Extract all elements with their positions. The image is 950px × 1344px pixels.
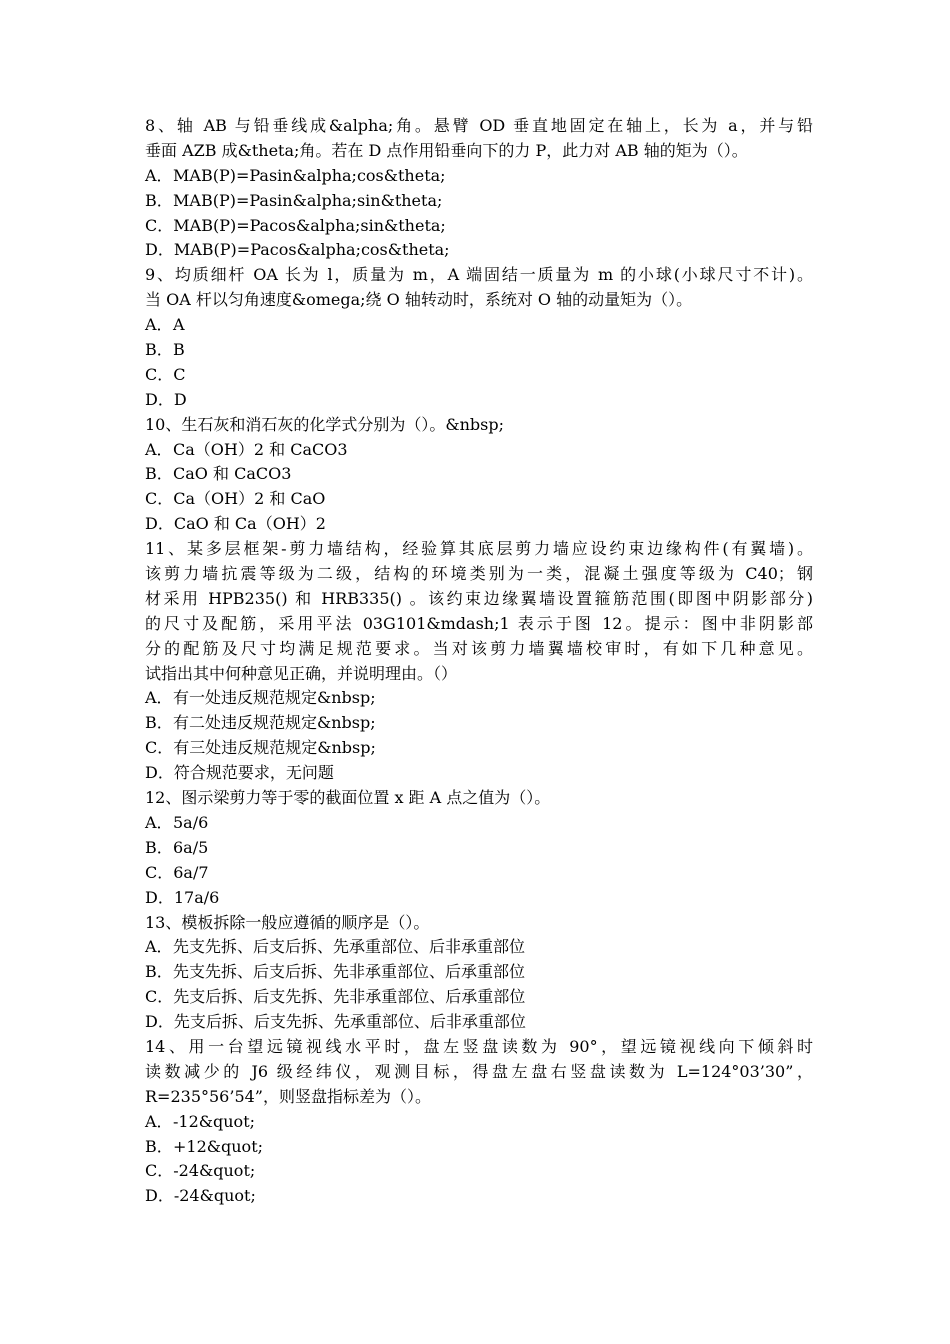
option-d <box>145 512 813 537</box>
option-text: C <box>173 364 186 384</box>
question-11 <box>145 537 813 786</box>
option-text: -24&quot; <box>173 1186 256 1206</box>
option-c <box>145 363 813 388</box>
option-b <box>145 462 813 487</box>
option-letter: B． <box>145 962 173 982</box>
option-letter: D． <box>145 1012 174 1032</box>
option-letter: C． <box>145 215 174 235</box>
option-letter: B． <box>145 1136 173 1156</box>
question-9 <box>145 263 813 412</box>
option-text: 有一处违反规范规定&nbsp; <box>173 688 376 708</box>
option-letter: A． <box>145 812 173 832</box>
option-b <box>145 1135 813 1160</box>
option-letter: A． <box>145 165 173 185</box>
option-b <box>145 836 813 861</box>
question-stem-line: 9、均质细杆 OA 长为 l，质量为 m，A 端固结一质量为 m 的小球(小球尺寸不计)。 <box>145 265 813 285</box>
option-d <box>145 238 813 263</box>
option-letter: A． <box>145 1111 173 1131</box>
question-stem-line: 8、轴 AB 与铅垂线成&alpha;角。悬臂 OD 垂直地固定在轴上，长为 a，并与铅 <box>145 116 813 135</box>
option-text: 先支后拆、后支先拆、先承重部位、后非承重部位 <box>173 1012 526 1032</box>
option-c <box>145 861 813 886</box>
question-stem-line: 分的配筋及尺寸均满足规范要求。当对该剪力墙翼墙校审时，有如下几种意见。 <box>145 638 813 658</box>
option-b <box>145 338 813 363</box>
option-text: 17a/6 <box>173 887 220 907</box>
option-letter: D． <box>145 1186 174 1206</box>
option-text: A <box>173 315 185 335</box>
option-a <box>145 1110 813 1135</box>
question-stem-line: 10、生石灰和消石灰的化学式分别为（）。&nbsp; <box>145 414 504 434</box>
document-page <box>145 114 813 1209</box>
option-text: B <box>173 340 185 360</box>
option-letter: B． <box>145 713 173 733</box>
option-text: 5a/6 <box>173 812 209 832</box>
option-text: Ca（OH）2 和 CaO <box>173 489 326 509</box>
option-text: 有二处违反规范规定&nbsp; <box>173 713 376 733</box>
option-letter: C． <box>145 862 174 882</box>
option-a <box>145 438 813 463</box>
question-stem-line: R=235°56’54”，则竖盘指标差为（）。 <box>145 1086 431 1106</box>
option-b <box>145 189 813 214</box>
question-13 <box>145 911 813 1035</box>
option-letter: C． <box>145 364 174 384</box>
option-letter: D． <box>145 389 174 409</box>
option-letter: B． <box>145 190 173 210</box>
option-c <box>145 985 813 1010</box>
option-b <box>145 960 813 985</box>
question-stem-line: 读数减少的 J6 级经纬仪，观测目标，得盘左盘右竖盘读数为 L=124°03’30”， <box>145 1061 813 1081</box>
option-text: -12&quot; <box>173 1111 256 1131</box>
option-a <box>145 164 813 189</box>
option-text: 有三处违反规范规定&nbsp; <box>173 738 376 758</box>
option-d <box>145 1184 813 1209</box>
option-c <box>145 736 813 761</box>
option-letter: A． <box>145 439 173 459</box>
option-text: MAB(P)=Pasin&alpha;sin&theta; <box>173 190 443 210</box>
option-text: CaO 和 Ca（OH）2 <box>173 514 326 534</box>
option-c <box>145 214 813 239</box>
option-c <box>145 487 813 512</box>
option-text: MAB(P)=Pacos&alpha;sin&theta; <box>173 215 446 235</box>
option-text: 6a/7 <box>173 862 209 882</box>
question-stem-line: 12、图示梁剪力等于零的截面位置 x 距 A 点之值为（）。 <box>145 788 551 808</box>
option-text: -24&quot; <box>173 1161 256 1181</box>
question-12 <box>145 786 813 910</box>
option-d <box>145 1010 813 1035</box>
option-letter: C． <box>145 987 174 1007</box>
question-stem-line: 垂面 AZB 成&theta;角。若在 D 点作用铅垂向下的力 P，此力对 AB 轴的矩为（）。 <box>145 140 748 160</box>
option-text: Ca（OH）2 和 CaCO3 <box>173 439 348 459</box>
question-8 <box>145 114 813 263</box>
option-a <box>145 686 813 711</box>
question-stem-line: 14、用一台望远镜视线水平时，盘左竖盘读数为 90°，望远镜视线向下倾斜时 <box>145 1036 813 1056</box>
question-stem-line: 试指出其中何种意见正确，并说明理由。（） <box>145 663 458 683</box>
option-letter: B． <box>145 464 173 484</box>
option-d <box>145 388 813 413</box>
option-a <box>145 313 813 338</box>
option-letter: A． <box>145 937 173 957</box>
option-letter: B． <box>145 340 173 360</box>
option-letter: C． <box>145 489 174 509</box>
option-text: MAB(P)=Pacos&alpha;cos&theta; <box>173 240 450 260</box>
option-letter: A． <box>145 315 173 335</box>
option-a <box>145 811 813 836</box>
question-stem-line: 材采用 HPB235() 和 HRB335() 。该约束边缘翼墙设置箍筋范围(即图中阴影部分) <box>145 588 813 608</box>
question-stem-line: 13、模板拆除一般应遵循的顺序是（）。 <box>145 912 430 932</box>
option-text: 先支后拆、后支先拆、先非承重部位、后承重部位 <box>173 987 526 1007</box>
option-a <box>145 935 813 960</box>
option-text: 先支先拆、后支后拆、先承重部位、后非承重部位 <box>173 937 526 957</box>
option-d <box>145 886 813 911</box>
option-letter: D． <box>145 763 174 783</box>
option-d <box>145 761 813 786</box>
option-letter: D． <box>145 240 174 260</box>
option-letter: C． <box>145 738 174 758</box>
option-text: 6a/5 <box>173 837 209 857</box>
question-stem-line: 11、某多层框架-剪力墙结构，经验算其底层剪力墙应设约束边缘构件(有翼墙)。 <box>145 539 813 559</box>
question-stem-line: 该剪力墙抗震等级为二级，结构的环境类别为一类，混凝土强度等级为 C40；钢 <box>145 564 813 584</box>
option-text: D <box>173 389 187 409</box>
option-text: 先支先拆、后支后拆、先非承重部位、后承重部位 <box>173 962 526 982</box>
option-letter: D． <box>145 887 174 907</box>
question-stem-line: 的尺寸及配筋，采用平法 03G101&mdash;1 表示于图 12。提示：图中非阴影部 <box>145 613 813 633</box>
question-stem-line: 当 OA 杆以匀角速度&omega;绕 O 轴转动时，系统对 O 轴的动量矩为（）。 <box>145 290 693 310</box>
question-14 <box>145 1035 813 1209</box>
option-b <box>145 711 813 736</box>
option-letter: A． <box>145 688 173 708</box>
option-text: CaO 和 CaCO3 <box>173 464 292 484</box>
question-10 <box>145 413 813 537</box>
option-c <box>145 1159 813 1184</box>
option-letter: D． <box>145 514 174 534</box>
option-letter: C． <box>145 1161 174 1181</box>
option-text: 符合规范要求，无问题 <box>173 763 334 783</box>
option-text: MAB(P)=Pasin&alpha;cos&theta; <box>173 165 446 185</box>
option-letter: B． <box>145 837 173 857</box>
option-text: +12&quot; <box>173 1136 264 1156</box>
